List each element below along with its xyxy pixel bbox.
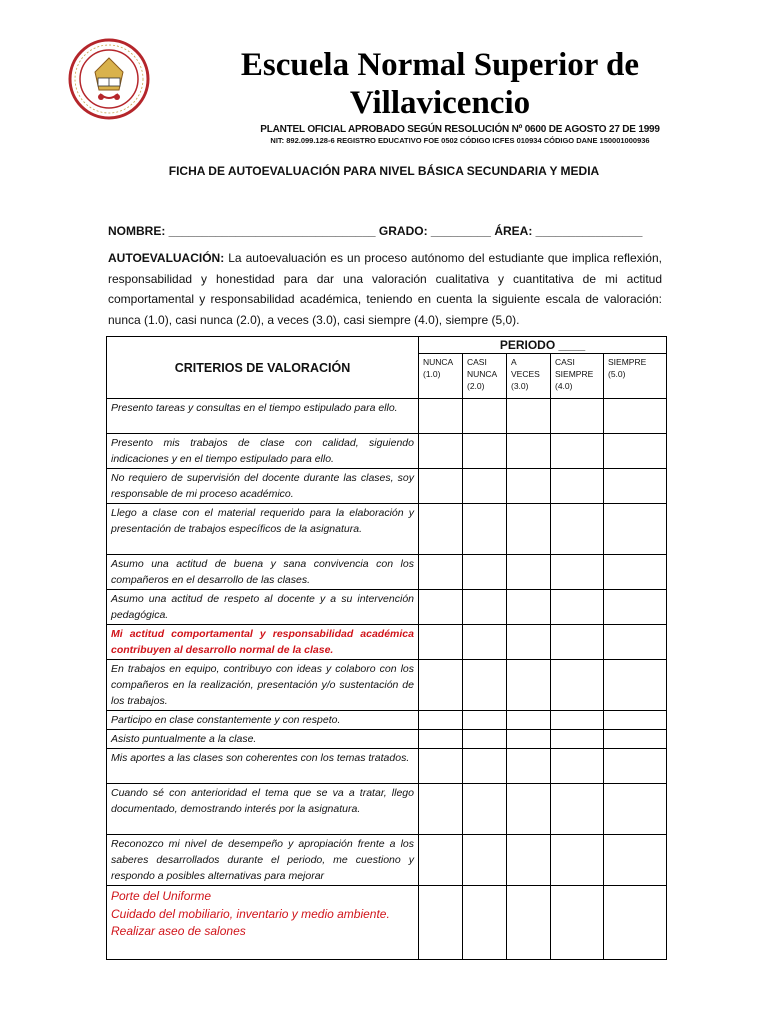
school-title-line2: Villavicencio xyxy=(349,85,531,121)
scale-siempre: SIEMPRE (5.0) xyxy=(604,354,667,399)
rating-cell[interactable] xyxy=(604,784,667,835)
criterion-text: Asumo una actitud de buena y sana convivencia con los compañeros en el desarrollo de las clases. xyxy=(107,555,419,590)
rating-cell[interactable] xyxy=(551,469,604,504)
rating-cell[interactable] xyxy=(507,730,551,749)
rating-cell[interactable] xyxy=(551,399,604,434)
rating-cell[interactable] xyxy=(507,660,551,711)
rating-cell[interactable] xyxy=(551,660,604,711)
rating-cell[interactable] xyxy=(507,784,551,835)
criterion-text: Mi actitud comportamental y responsabilidad académica contribuyen al desarrollo normal de la clase. xyxy=(107,625,419,660)
rating-cell[interactable] xyxy=(604,711,667,730)
rating-cell[interactable] xyxy=(507,886,551,960)
rating-cell[interactable] xyxy=(604,469,667,504)
rating-cell[interactable] xyxy=(604,555,667,590)
rating-cell[interactable] xyxy=(463,660,507,711)
rating-cell[interactable] xyxy=(507,590,551,625)
rating-cell[interactable] xyxy=(463,835,507,886)
rating-cell[interactable] xyxy=(551,555,604,590)
rating-cell[interactable] xyxy=(604,590,667,625)
rating-cell[interactable] xyxy=(419,469,463,504)
rating-cell[interactable] xyxy=(419,730,463,749)
rating-cell[interactable] xyxy=(463,399,507,434)
criterion-text: Presento tareas y consultas en el tiempo estipulado para ello. xyxy=(107,399,419,434)
name-field[interactable]: NOMBRE: _______________________________ xyxy=(108,224,376,238)
rating-cell[interactable] xyxy=(419,660,463,711)
rating-cell[interactable] xyxy=(507,625,551,660)
rating-cell[interactable] xyxy=(507,504,551,555)
criterion-text: Llego a clase con el material requerido para la elaboración y presentación de trabajos específicos de la asignatura. xyxy=(107,504,419,555)
rating-cell[interactable] xyxy=(419,434,463,469)
criterion-text: En trabajos en equipo, contribuyo con ideas y colaboro con los compañeros en la realización, presentación y/o sustentación de los trabajos. xyxy=(107,660,419,711)
rating-cell[interactable] xyxy=(419,399,463,434)
rating-cell[interactable] xyxy=(551,711,604,730)
table-row xyxy=(107,660,667,711)
rating-cell[interactable] xyxy=(463,711,507,730)
scale-casi-nunca: CASI NUNCA (2.0) xyxy=(463,354,507,399)
evaluation-table xyxy=(106,336,667,960)
rating-cell[interactable] xyxy=(604,399,667,434)
criterion-text: Presento mis trabajos de clase con calidad, siguiendo indicaciones y en el tiempo estipulado para ello. xyxy=(107,434,419,469)
table-row xyxy=(107,784,667,835)
rating-cell[interactable] xyxy=(551,784,604,835)
rating-cell[interactable] xyxy=(419,886,463,960)
rating-cell[interactable] xyxy=(463,625,507,660)
rating-cell[interactable] xyxy=(463,555,507,590)
rating-cell[interactable] xyxy=(507,399,551,434)
rating-cell[interactable] xyxy=(419,625,463,660)
school-seal-icon xyxy=(68,38,150,120)
rating-cell[interactable] xyxy=(507,434,551,469)
rating-cell[interactable] xyxy=(419,749,463,784)
rating-cell[interactable] xyxy=(463,469,507,504)
rating-cell[interactable] xyxy=(419,711,463,730)
rating-cell[interactable] xyxy=(604,625,667,660)
sheet-title: FICHA DE AUTOEVALUACIÓN PARA NIVEL BÁSICA SECUNDARIA Y MEDIA xyxy=(168,164,600,178)
rating-cell[interactable] xyxy=(419,504,463,555)
table-row xyxy=(107,730,667,749)
criterion-text: Cuando sé con anterioridad el tema que se va a tratar, llego documentado, demostrando interés por la asignatura. xyxy=(107,784,419,835)
school-title xyxy=(170,46,710,122)
table-row xyxy=(107,749,667,784)
criterion-text: Mis aportes a las clases son coherentes con los temas tratados. xyxy=(107,749,419,784)
criterion-line: Realizar aseo de salones xyxy=(111,924,246,938)
rating-cell[interactable] xyxy=(551,886,604,960)
rating-cell[interactable] xyxy=(463,590,507,625)
rating-cell[interactable] xyxy=(463,504,507,555)
table-row xyxy=(107,590,667,625)
rating-cell[interactable] xyxy=(507,711,551,730)
criterion-text xyxy=(107,886,419,960)
student-fields xyxy=(108,224,642,238)
intro-label: AUTOEVALUACIÓN: xyxy=(108,251,225,265)
rating-cell[interactable] xyxy=(419,835,463,886)
intro-paragraph xyxy=(108,248,662,330)
criterion-text: Asumo una actitud de respeto al docente y a su intervención pedagógica. xyxy=(107,590,419,625)
table-row xyxy=(107,434,667,469)
rating-cell[interactable] xyxy=(463,434,507,469)
rating-cell[interactable] xyxy=(463,749,507,784)
table-row xyxy=(107,555,667,590)
rating-cell[interactable] xyxy=(551,590,604,625)
area-field[interactable]: ÁREA: ________________ xyxy=(494,224,643,238)
rating-cell[interactable] xyxy=(551,730,604,749)
rating-cell[interactable] xyxy=(551,749,604,784)
intro-text: La autoevaluación es un proceso autónomo del estudiante que implica reflexión, responsabilidad y honestidad para dar una valoración cualitativa y cuantitativa de mi actitud comportamental y responsabilidad académica, teniendo en cuenta la siguiente escala de valoración: nunca (1.0), casi nunca (2.0), a veces (3.0), casi siempre (4.0), siempre (5,0). xyxy=(108,251,662,327)
rating-cell[interactable] xyxy=(419,555,463,590)
rating-cell[interactable] xyxy=(551,625,604,660)
table-row xyxy=(107,835,667,886)
scale-casi-siempre: CASI SIEMPRE (4.0) xyxy=(551,354,604,399)
rating-cell[interactable] xyxy=(604,886,667,960)
rating-cell[interactable] xyxy=(463,886,507,960)
rating-cell[interactable] xyxy=(551,835,604,886)
criterion-line: Cuidado del mobiliario, inventario y medio ambiente. xyxy=(111,906,390,921)
rating-cell[interactable] xyxy=(507,749,551,784)
grade-field[interactable]: GRADO: _________ xyxy=(378,224,491,238)
scale-nunca: NUNCA (1.0) xyxy=(419,354,463,399)
criterion-text: Participo en clase constantemente y con respeto. xyxy=(107,711,419,730)
criterion-line: Porte del Uniforme xyxy=(111,889,212,903)
criterion-text: Asisto puntualmente a la clase. xyxy=(107,730,419,749)
rating-cell[interactable] xyxy=(507,555,551,590)
rating-cell[interactable] xyxy=(551,434,604,469)
approval-line: PLANTEL OFICIAL APROBADO SEGÚN RESOLUCIÓN Nº 0600 DE AGOSTO 27 DE 1999 xyxy=(260,124,660,135)
rating-cell[interactable] xyxy=(507,835,551,886)
period-header: PERIODO ____ xyxy=(419,337,667,354)
rating-cell[interactable] xyxy=(419,590,463,625)
codes-line: NIT: 892.099.128-6 REGISTRO EDUCATIVO FOE 0502 CÓDIGO ICFES 010934 CÓDIGO DANE 150001000936 xyxy=(270,136,650,145)
rating-cell[interactable] xyxy=(551,504,604,555)
table-row xyxy=(107,711,667,730)
table-row xyxy=(107,504,667,555)
scale-a-veces: A VECES (3.0) xyxy=(507,354,551,399)
rating-cell[interactable] xyxy=(507,469,551,504)
rating-cell[interactable] xyxy=(604,434,667,469)
criterion-text: No requiero de supervisión del docente durante las clases, soy responsable de mi proceso académico. xyxy=(107,469,419,504)
rating-cell[interactable] xyxy=(604,660,667,711)
rating-cell[interactable] xyxy=(463,730,507,749)
rating-cell[interactable] xyxy=(419,784,463,835)
table-row xyxy=(107,469,667,504)
table-row xyxy=(107,625,667,660)
criteria-header: CRITERIOS DE VALORACIÓN xyxy=(107,337,419,399)
school-title-line1: Escuela Normal Superior de xyxy=(240,47,640,83)
table-row xyxy=(107,399,667,434)
rating-cell[interactable] xyxy=(604,730,667,749)
rating-cell[interactable] xyxy=(463,784,507,835)
rating-cell[interactable] xyxy=(604,749,667,784)
rating-cell[interactable] xyxy=(604,835,667,886)
criterion-text: Reconozco mi nivel de desempeño y apropiación frente a los saberes desarrollados durante el periodo, me cuestiono y respondo a posibles alternativas para mejorar xyxy=(107,835,419,886)
rating-cell[interactable] xyxy=(604,504,667,555)
table-row xyxy=(107,886,667,960)
